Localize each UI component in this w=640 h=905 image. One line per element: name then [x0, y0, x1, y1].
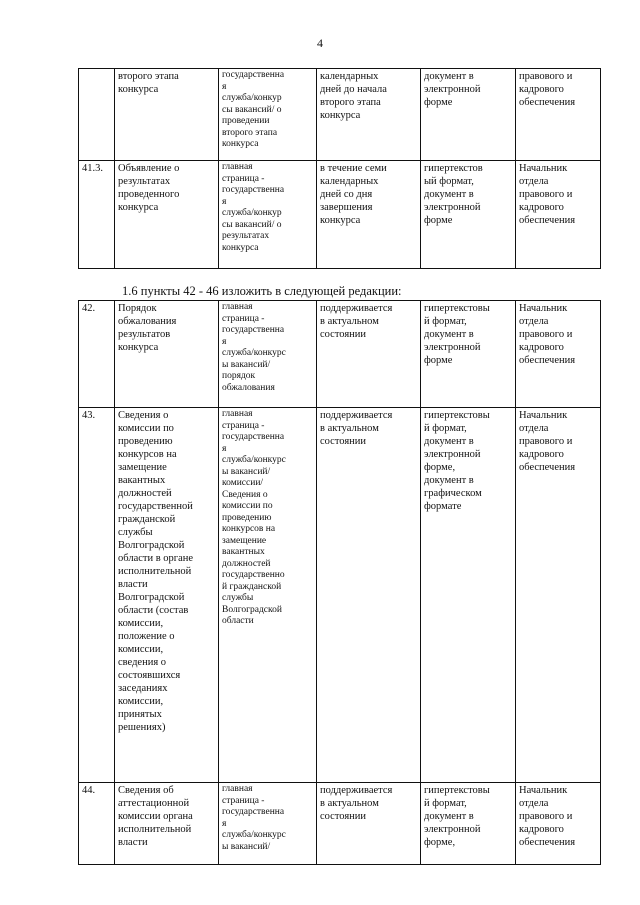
cell-path: главная страница - государственна я служба/конкурс ы вакансий/: [219, 783, 317, 865]
cell-path: главная страница - государственна я служба/конкурс ы вакансий/ комиссии/ Сведения о комиссии по проведению конкурсов на замещение вакантных должностей государственно й гражданской службы Волгоградской области: [219, 408, 317, 783]
cell-format: гипертекстовы й формат, документ в электронной форме, документ в графическом формате: [421, 408, 516, 783]
page-number: 4: [317, 36, 323, 50]
table-row: [79, 783, 601, 865]
cell-number: 42.: [79, 301, 115, 408]
table-continuation: [78, 68, 601, 269]
cell-format: гипертекстовы й формат, документ в электронной форме,: [421, 783, 516, 865]
cell-period: календарных дней до начала второго этапа конкурса: [317, 69, 421, 161]
cell-responsible: Начальник отдела правового и кадрового обеспечения: [516, 301, 601, 408]
cell-number: 44.: [79, 783, 115, 865]
table-row: [79, 408, 601, 783]
cell-period: поддерживается в актуальном состоянии: [317, 408, 421, 783]
cell-format: гипертекстовы й формат, документ в электронной форме: [421, 301, 516, 408]
cell-number: 41.3.: [79, 161, 115, 269]
cell-period: поддерживается в актуальном состоянии: [317, 783, 421, 865]
cell-number: 43.: [79, 408, 115, 783]
cell-path: главная страница - государственна я служба/конкур сы вакансий/ о результатах конкурса: [219, 161, 317, 269]
cell-name: Сведения об аттестационной комиссии органа исполнительной власти: [115, 783, 219, 865]
cell-path: главная страница - государственна я служба/конкурс ы вакансий/ порядок обжалования: [219, 301, 317, 408]
table-amended: [78, 300, 601, 865]
table-row: [79, 69, 601, 161]
cell-name: второго этапа конкурса: [115, 69, 219, 161]
amendment-text: 1.6 пункты 42 - 46 изложить в следующей редакции:: [122, 284, 402, 298]
cell-path: государственна я служба/конкур сы вакансий/ о проведении второго этапа конкурса: [219, 69, 317, 161]
cell-format: гипертекстов ый формат, документ в электронной форме: [421, 161, 516, 269]
cell-period: поддерживается в актуальном состоянии: [317, 301, 421, 408]
cell-format: документ в электронной форме: [421, 69, 516, 161]
cell-number: [79, 69, 115, 161]
cell-responsible: Начальник отдела правового и кадрового обеспечения: [516, 408, 601, 783]
table-row: [79, 301, 601, 408]
cell-period: в течение семи календарных дней со дня завершения конкурса: [317, 161, 421, 269]
table-row: [79, 161, 601, 269]
cell-name: Объявление о результатах проведенного конкурса: [115, 161, 219, 269]
cell-name: Сведения о комиссии по проведению конкурсов на замещение вакантных должностей государственной гражданской службы Волгоградской области в органе исполнительной власти Волгоградской области (состав комиссии, положение о комиссии, сведения о состоявшихся заседаниях комиссии, принятых решениях): [115, 408, 219, 783]
cell-responsible: Начальник отдела правового и кадрового обеспечения: [516, 161, 601, 269]
cell-responsible: Начальник отдела правового и кадрового обеспечения: [516, 783, 601, 865]
cell-name: Порядок обжалования результатов конкурса: [115, 301, 219, 408]
cell-responsible: правового и кадрового обеспечения: [516, 69, 601, 161]
